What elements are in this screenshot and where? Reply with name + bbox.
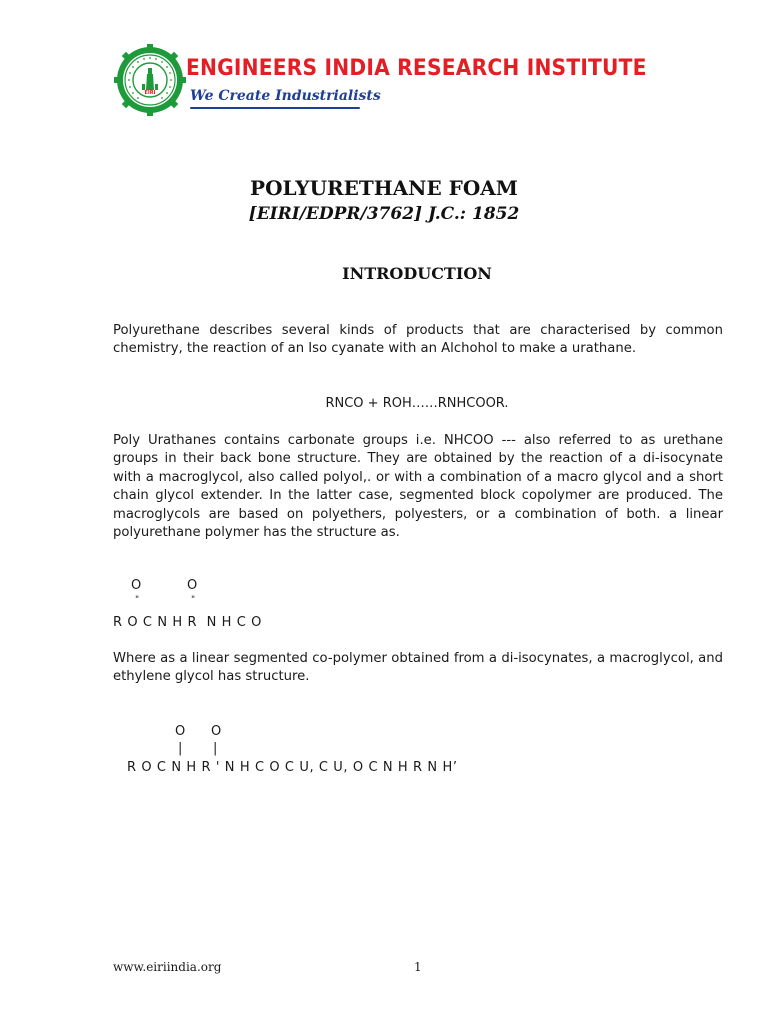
brand-tagline: We Create Industrialists bbox=[190, 88, 381, 104]
structure-2-oxygen-1: O bbox=[175, 724, 186, 739]
paragraph-3: Where as a linear segmented co-polymer obtained from a di-isocynates, a macroglycol, and ethylene glycol has structure. bbox=[113, 651, 723, 685]
reaction-equation: RNCO + ROH……RNHCOOR. bbox=[325, 396, 509, 411]
section-heading: INTRODUCTION bbox=[342, 264, 492, 283]
structure-2-bond-1: | bbox=[178, 741, 183, 756]
tagline-underline bbox=[190, 107, 360, 109]
structure-2-formula: R O C N H R ' N H C O C U, C U, O C N H R N H’ bbox=[127, 760, 458, 775]
structure-1-formula: R O C N H R N H C O bbox=[113, 615, 263, 630]
paragraph-1: Polyurethane describes several kinds of products that are characterised by common chemistry, the reaction of an Iso cyanate with an Alchohol to make a urathane. bbox=[113, 323, 723, 357]
brand-name: ENGINEERS INDIA RESEARCH INSTITUTE bbox=[186, 56, 647, 81]
structure-1-bond-1: " bbox=[135, 595, 140, 605]
institute-seal-icon bbox=[114, 44, 186, 116]
structure-2-bond-2: | bbox=[213, 741, 218, 756]
paragraph-2: Poly Urathanes contains carbonate groups i.e. NHCOO --- also referred to as urethane groups in their back bone structure. They are obtained by the reaction of a di-isocynate with a macroglycol, also called polyol,. or with a combination of a macro glycol and a short chain glycol extender. In the latter case, segmented block copolymer are produced. The macroglycols are based on polyethers, polyesters, or a combination of both. a linear polyurethane polymer has the structure as. bbox=[113, 433, 723, 541]
footer-page-number: 1 bbox=[414, 960, 422, 974]
header-logo bbox=[114, 44, 647, 120]
seal-center-text: EIRI bbox=[144, 90, 156, 96]
structure-2-oxygen-2: O bbox=[211, 724, 222, 739]
structure-1-bond-2: " bbox=[191, 595, 196, 605]
footer-website-link[interactable]: www.eiriindia.org bbox=[113, 960, 222, 974]
structure-1-oxygen-2: O bbox=[187, 578, 198, 593]
document-subtitle: [EIRI/EDPR/3762] J.C.: 1852 bbox=[248, 204, 520, 224]
structure-1-oxygen-1: O bbox=[131, 578, 142, 593]
document-title: POLYURETHANE FOAM bbox=[250, 176, 518, 200]
